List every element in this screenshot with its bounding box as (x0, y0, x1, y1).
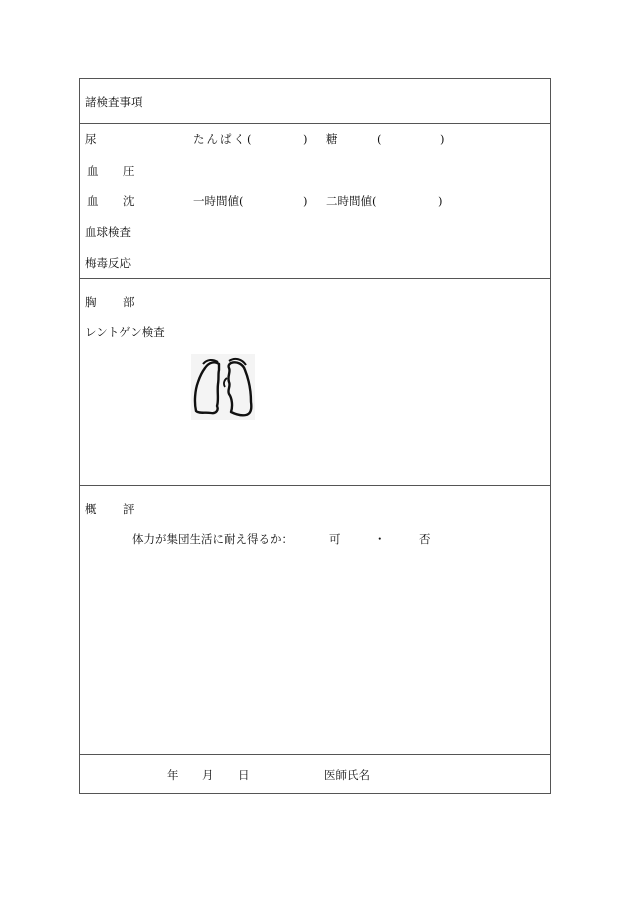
urine-label: 尿 (85, 132, 97, 146)
divider (80, 485, 550, 486)
sugar-close-paren: ) (440, 132, 445, 146)
esr-1h-close-paren: ) (303, 194, 308, 208)
lung-diagram-icon (191, 354, 255, 420)
section-title-examinations: 諸検査事項 (85, 95, 143, 109)
xray-label: レントゲン検査 (85, 325, 165, 339)
esr-char2: 沈 (123, 194, 135, 208)
date-day-label: 日 (238, 768, 250, 782)
chest-char1: 胸 (85, 295, 97, 309)
summary-char1: 概 (85, 502, 97, 516)
blood-cell-test-label: 血球検査 (85, 225, 131, 239)
date-month-label: 月 (202, 768, 214, 782)
blood-pressure-char1: 血 (87, 164, 99, 178)
option-yes: 可 (329, 532, 341, 546)
chest-char2: 部 (123, 295, 135, 309)
esr-char1: 血 (87, 194, 99, 208)
divider (80, 754, 550, 755)
date-year-label: 年 (167, 768, 179, 782)
protein-label: たんぱく( (193, 132, 254, 146)
esr-2h-close-paren: ) (438, 194, 443, 208)
esr-2h-label: 二時間値( (326, 194, 377, 208)
examination-form (79, 78, 551, 794)
summary-char2: 評 (123, 502, 135, 516)
option-separator: ・ (374, 532, 386, 546)
syphilis-test-label: 梅毒反応 (85, 256, 131, 270)
esr-1h-label: 一時間値( (193, 194, 244, 208)
divider (80, 123, 550, 124)
fitness-question: 体力が集団生活に耐え得るか： (132, 532, 293, 546)
doctor-name-label: 医師氏名 (324, 768, 370, 782)
blood-pressure-char2: 圧 (123, 164, 135, 178)
protein-close-paren: ) (303, 132, 308, 146)
divider (80, 278, 550, 279)
option-no: 否 (419, 532, 431, 546)
sugar-label: 糖 (326, 132, 338, 146)
sugar-open-paren: ( (377, 132, 382, 146)
